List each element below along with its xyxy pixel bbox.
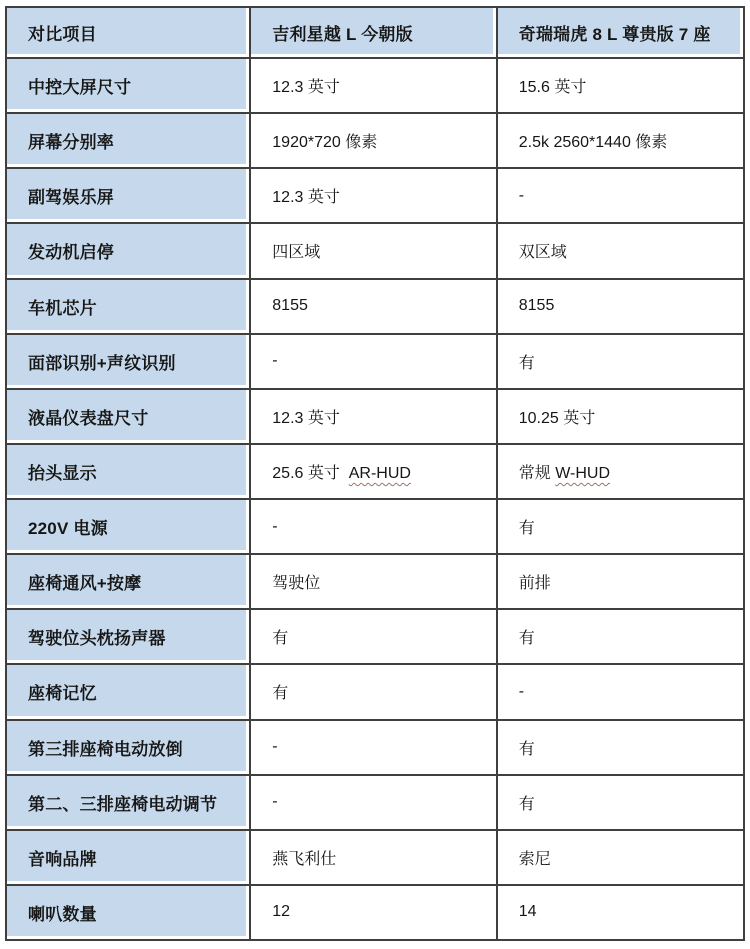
cell-geely-value: 1920*720 像素: [250, 113, 496, 168]
cell-chery-value: -: [497, 664, 744, 719]
row-label: 音响品牌: [6, 830, 250, 885]
header-row: [6, 7, 744, 58]
cell-geely-value: 8155: [250, 279, 496, 334]
row-label: 第二、三排座椅电动调节: [6, 775, 250, 830]
row-label: 抬头显示: [6, 444, 250, 499]
comparison-table: [5, 6, 745, 941]
row-label: 220V 电源: [6, 499, 250, 554]
row-label: 车机芯片: [6, 279, 250, 334]
cell-geely-value: 12.3 英寸: [250, 389, 496, 444]
table-row: [6, 885, 744, 940]
cell-chery-value: 有: [497, 775, 744, 830]
cell-geely-value: 有: [250, 609, 496, 664]
table-row: [6, 720, 744, 775]
table-row: [6, 444, 744, 499]
table-row: [6, 664, 744, 719]
table-row: [6, 499, 744, 554]
cell-geely-value: 四区域: [250, 223, 496, 278]
table-row: [6, 609, 744, 664]
table-row: [6, 334, 744, 389]
row-label: 屏幕分别率: [6, 113, 250, 168]
row-label: 座椅通风+按摩: [6, 554, 250, 609]
row-label: 喇叭数量: [6, 885, 250, 940]
row-label: 面部识别+声纹识别: [6, 334, 250, 389]
spellcheck-underlined-text: AR-HUD: [348, 464, 411, 482]
table-row: [6, 58, 744, 113]
cell-chery-value: -: [497, 168, 744, 223]
cell-chery-value: 2.5k 2560*1440 像素: [497, 113, 744, 168]
row-label: 座椅记忆: [6, 664, 250, 719]
cell-chery-value: 8155: [497, 279, 744, 334]
cell-chery-value: 索尼: [497, 830, 744, 885]
table-row: [6, 113, 744, 168]
cell-geely-value: 12: [250, 885, 496, 940]
cell-geely-value: -: [250, 499, 496, 554]
cell-chery-value: 14: [497, 885, 744, 940]
row-label: 驾驶位头枕扬声器: [6, 609, 250, 664]
cell-geely-value: 燕飞利仕: [250, 830, 496, 885]
table-row: [6, 830, 744, 885]
cell-chery-value: 有: [497, 609, 744, 664]
cell-chery-value: 前排: [497, 554, 744, 609]
cell-chery-value: 有: [497, 720, 744, 775]
cell-geely-value: -: [250, 334, 496, 389]
row-label: 液晶仪表盘尺寸: [6, 389, 250, 444]
table-row: [6, 389, 744, 444]
spellcheck-underlined-text: W-HUD: [555, 464, 611, 482]
cell-geely-value: 12.3 英寸: [250, 168, 496, 223]
cell-chery-value: 10.25 英寸: [497, 389, 744, 444]
cell-geely-value: -: [250, 775, 496, 830]
cell-chery-value: 常规 W-HUD: [497, 444, 744, 499]
cell-geely-value: 12.3 英寸: [250, 58, 496, 113]
cell-geely-value: 有: [250, 664, 496, 719]
header-cell-compare-item: 对比项目: [6, 7, 250, 58]
header-cell-chery-tiggo-8l: 奇瑞瑞虎 8 L 尊贵版 7 座: [497, 7, 744, 58]
row-label: 发动机启停: [6, 223, 250, 278]
cell-geely-value: 驾驶位: [250, 554, 496, 609]
row-label: 中控大屏尺寸: [6, 58, 250, 113]
row-label: 第三排座椅电动放倒: [6, 720, 250, 775]
table-body: [6, 58, 744, 940]
table-row: [6, 554, 744, 609]
table-header: [6, 7, 744, 58]
cell-chery-value: 有: [497, 499, 744, 554]
header-cell-geely-xingyue-l: 吉利星越 L 今朝版: [250, 7, 496, 58]
table-row: [6, 168, 744, 223]
row-label: 副驾娱乐屏: [6, 168, 250, 223]
table-row: [6, 775, 744, 830]
cell-geely-value: -: [250, 720, 496, 775]
cell-chery-value: 有: [497, 334, 744, 389]
table-row: [6, 279, 744, 334]
cell-chery-value: 双区域: [497, 223, 744, 278]
cell-chery-value: 15.6 英寸: [497, 58, 744, 113]
cell-geely-value: 25.6 英寸 AR-HUD: [250, 444, 496, 499]
table-row: [6, 223, 744, 278]
